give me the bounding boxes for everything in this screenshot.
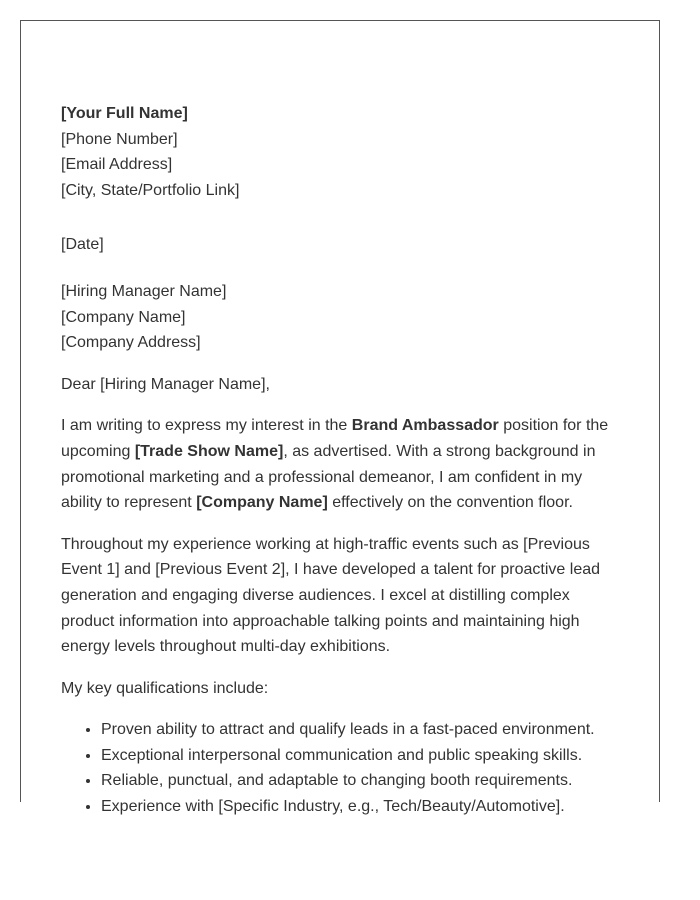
spacer	[61, 660, 627, 676]
spacer	[61, 356, 627, 372]
list-item: • Proven ability to attract and qualify leads in a fast-paced environment.	[101, 717, 627, 743]
position-title: Brand Ambassador	[351, 417, 499, 435]
sender-name: [Your Full Name]	[61, 105, 188, 122]
experience-paragraph: Throughout my experience working at high-traffic events such as [Previous Event 1] and [Previous Event 2], I have developed a talent for proactive lead generation and engaging diverse audiences. I excel at distilling complex product information into approachable talking points and maintaining high energy levels throughout multi-day exhibitions.	[61, 535, 601, 656]
recipient-company: [Company Name]	[61, 308, 186, 326]
intro-paragraph	[61, 413, 627, 515]
letter-page	[20, 20, 660, 816]
sender-contact-block	[61, 101, 627, 203]
spacer	[61, 701, 627, 717]
spacer	[61, 397, 627, 413]
sender-location: [City, State/Portfolio Link]	[61, 181, 240, 199]
intro-text-3: , as advertised. With a strong background in promotional marketing and a professional demeanor, I am confident in my ability to represent	[61, 442, 596, 512]
letter-body	[61, 101, 627, 820]
salutation: Dear [Hiring Manager Name],	[61, 375, 270, 393]
company-name: [Company Name]	[196, 494, 328, 512]
recipient-address: [Company Address]	[61, 334, 201, 352]
qualifications-intro: My key qualifications include:	[61, 679, 269, 697]
sender-phone: [Phone Number]	[61, 130, 178, 148]
spacer	[61, 258, 627, 279]
recipient-block	[61, 279, 627, 356]
qualifications-list	[61, 717, 627, 819]
list-item: • Exceptional interpersonal communication and public speaking skills.	[101, 743, 627, 769]
letter-date: [Date]	[61, 236, 104, 254]
spacer	[61, 203, 627, 232]
intro-text-1: I am writing to express my interest in the	[61, 417, 352, 435]
intro-text-2: position for the upcoming	[61, 417, 609, 460]
list-item: • Reliable, punctual, and adaptable to changing booth requirements.	[101, 768, 627, 794]
intro-text-4: effectively on the convention floor.	[327, 494, 573, 512]
sender-email: [Email Address]	[61, 156, 173, 174]
list-item: • Experience with [Specific Industry, e.g., Tech/Beauty/Automotive].	[101, 794, 627, 820]
trade-show-name: [Trade Show Name]	[134, 442, 284, 460]
spacer	[61, 516, 627, 532]
recipient-name: [Hiring Manager Name]	[61, 282, 227, 300]
